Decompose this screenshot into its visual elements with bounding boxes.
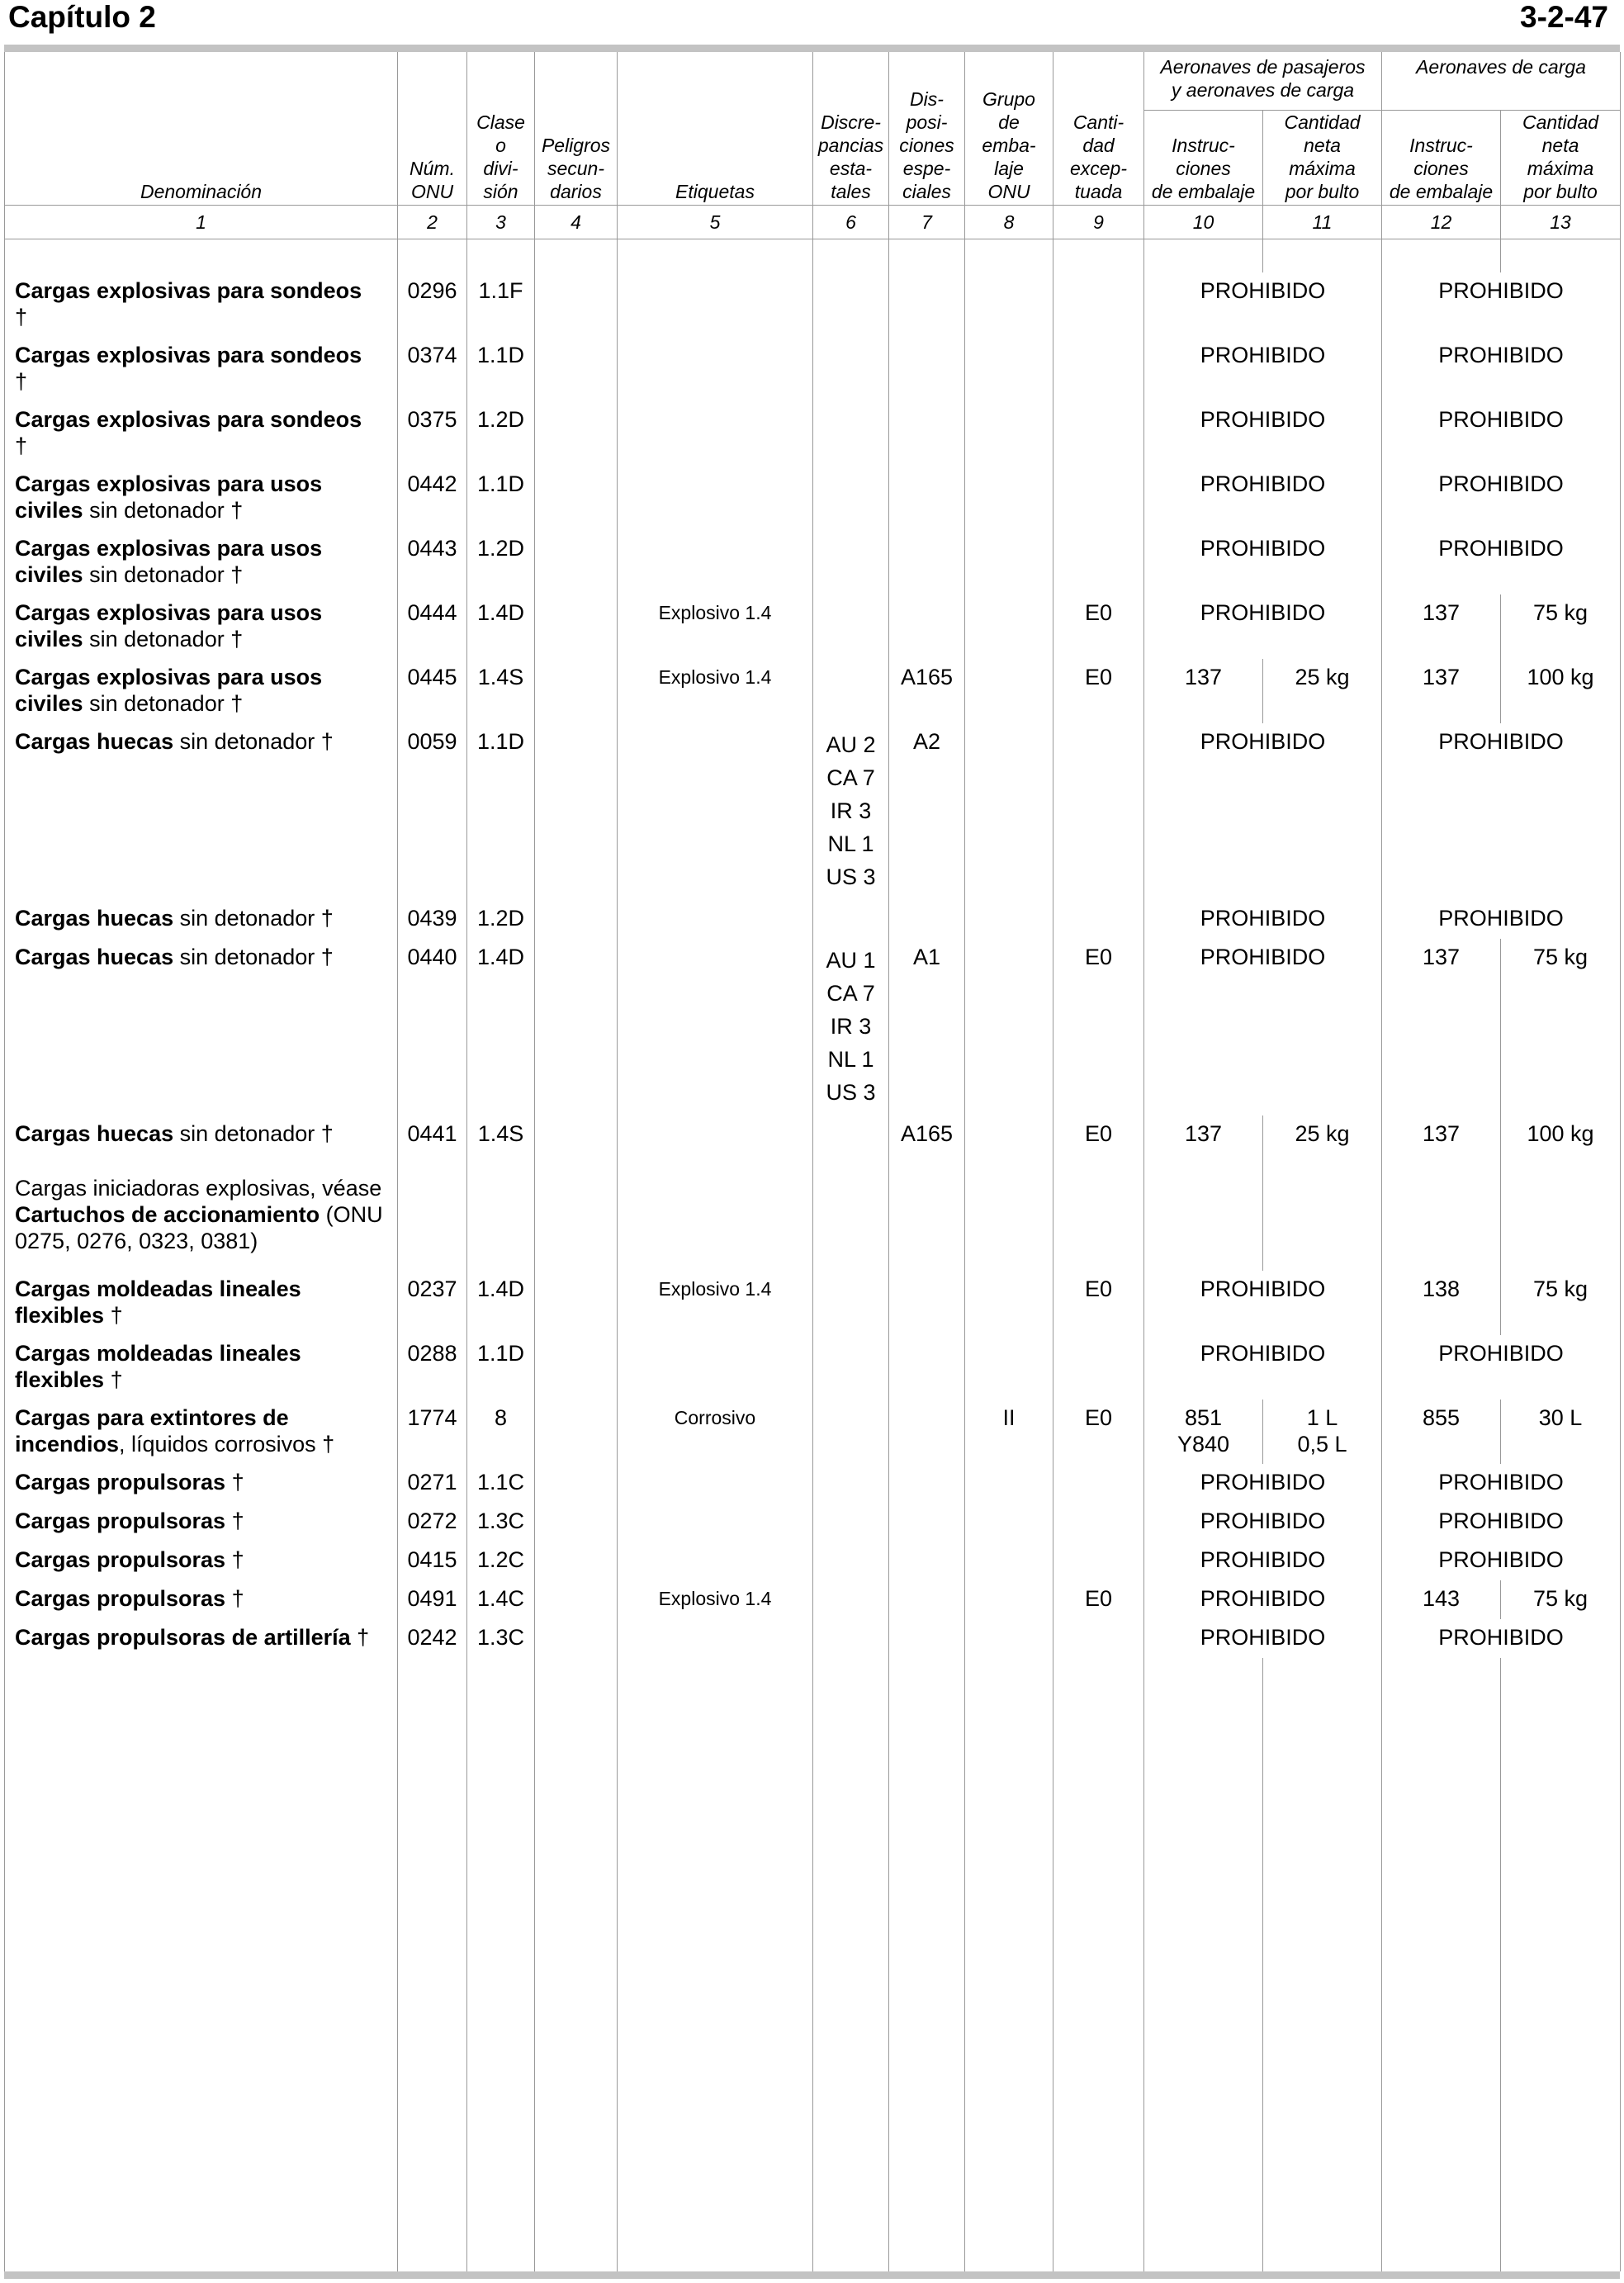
row-pax-prohibited: PROHIBIDO: [1144, 1271, 1382, 1335]
row-class: 1.1C: [467, 1464, 535, 1503]
col-header-denominacion: Denominación: [5, 52, 398, 205]
row-special-provisions: A165: [889, 1115, 965, 1170]
col-header-cantidad-exceptuada: Canti- dad excep- tuada: [1053, 52, 1144, 205]
row-denominacion: Cargas propulsoras †: [5, 1464, 398, 1503]
row-packing-group: [965, 1542, 1053, 1580]
row-state-variations: [813, 1580, 889, 1619]
row-pax-prohibited: PROHIBIDO: [1144, 594, 1382, 659]
row-subsidiary-hazard: [535, 1619, 618, 1658]
dangerous-goods-table: [4, 52, 1621, 2271]
row-special-provisions: [889, 1619, 965, 1658]
row-denominacion: Cargas moldeadas lineales flexibles †: [5, 1335, 398, 1400]
row-pax-prohibited: PROHIBIDO: [1144, 1464, 1382, 1503]
table-row: [5, 401, 1621, 466]
row-excepted-quantity: [1053, 466, 1144, 530]
row-un-number: 0237: [398, 1271, 467, 1335]
row-excepted-quantity: [1053, 1335, 1144, 1400]
row-pax-quantity: 1 L 0,5 L: [1263, 1400, 1382, 1464]
table-row: [5, 272, 1621, 337]
column-number-row: [5, 205, 1621, 239]
row-class: 1.4S: [467, 1115, 535, 1170]
row-un-number: 0271: [398, 1464, 467, 1503]
row-state-variations: [813, 1115, 889, 1170]
column-number: 1: [5, 205, 398, 239]
row-excepted-quantity: [1053, 401, 1144, 466]
row-pax-instruction: [1144, 1170, 1263, 1271]
row-denominacion: Cargas huecas sin detonador †: [5, 939, 398, 1115]
table-row: [5, 337, 1621, 401]
row-denominacion: Cargas propulsoras †: [5, 1542, 398, 1580]
row-label: [618, 1542, 813, 1580]
row-denominacion: Cargas explosivas para usos civiles sin detonador †: [5, 594, 398, 659]
column-number: 6: [813, 205, 889, 239]
row-class: 1.1D: [467, 337, 535, 401]
row-state-variations: [813, 401, 889, 466]
row-excepted-quantity: [1053, 723, 1144, 900]
row-excepted-quantity: E0: [1053, 1115, 1144, 1170]
row-packing-group: [965, 1580, 1053, 1619]
row-class: 8: [467, 1400, 535, 1464]
row-subsidiary-hazard: [535, 1335, 618, 1400]
row-subsidiary-hazard: [535, 401, 618, 466]
row-packing-group: [965, 1464, 1053, 1503]
top-rule: [4, 45, 1620, 52]
row-special-provisions: [889, 1170, 965, 1271]
row-state-variations: [813, 1271, 889, 1335]
row-excepted-quantity: E0: [1053, 1580, 1144, 1619]
row-cao-prohibited: PROHIBIDO: [1382, 272, 1621, 337]
row-state-variations: [813, 1464, 889, 1503]
row-state-variations: AU 1 CA 7 IR 3 NL 1 US 3: [813, 939, 889, 1115]
bottom-rule: [4, 2271, 1620, 2279]
row-cao-quantity: 75 kg: [1501, 1271, 1621, 1335]
row-cao-prohibited: PROHIBIDO: [1382, 1542, 1621, 1580]
row-class: 1.4D: [467, 1271, 535, 1335]
row-excepted-quantity: [1053, 1619, 1144, 1658]
row-denominacion: Cargas huecas sin detonador †: [5, 900, 398, 939]
table-filler: [5, 1658, 1621, 2271]
table-row: [5, 1115, 1621, 1170]
row-un-number: 0059: [398, 723, 467, 900]
row-cao-instruction: 138: [1382, 1271, 1501, 1335]
row-class: 1.1D: [467, 723, 535, 900]
row-excepted-quantity: E0: [1053, 1271, 1144, 1335]
row-label: Explosivo 1.4: [618, 1580, 813, 1619]
row-subsidiary-hazard: [535, 900, 618, 939]
table-row: [5, 1619, 1621, 1658]
row-pax-prohibited: PROHIBIDO: [1144, 401, 1382, 466]
row-excepted-quantity: [1053, 1170, 1144, 1271]
row-class: 1.1D: [467, 1335, 535, 1400]
row-un-number: 0374: [398, 337, 467, 401]
col-header-instrucciones-cao: Instruc- ciones de embalaje: [1382, 110, 1501, 205]
row-cao-prohibited: PROHIBIDO: [1382, 723, 1621, 900]
row-packing-group: [965, 530, 1053, 594]
row-excepted-quantity: E0: [1053, 659, 1144, 723]
table-row: [5, 1335, 1621, 1400]
row-class: 1.4S: [467, 659, 535, 723]
row-excepted-quantity: [1053, 1464, 1144, 1503]
row-special-provisions: [889, 1503, 965, 1542]
row-packing-group: [965, 1271, 1053, 1335]
col-header-discrepancias: Discre- pancias esta- tales: [813, 52, 889, 205]
column-number: 5: [618, 205, 813, 239]
row-subsidiary-hazard: [535, 530, 618, 594]
row-denominacion: Cargas explosivas para usos civiles sin detonador †: [5, 659, 398, 723]
row-label: [618, 1503, 813, 1542]
row-un-number: 1774: [398, 1400, 467, 1464]
row-un-number: 0296: [398, 272, 467, 337]
row-excepted-quantity: [1053, 530, 1144, 594]
row-class: 1.3C: [467, 1619, 535, 1658]
row-label: [618, 1170, 813, 1271]
row-packing-group: [965, 337, 1053, 401]
table-row: [5, 939, 1621, 1115]
row-denominacion: Cargas moldeadas lineales flexibles †: [5, 1271, 398, 1335]
row-pax-instruction: 137: [1144, 1115, 1263, 1170]
row-label: [618, 530, 813, 594]
row-state-variations: [813, 1619, 889, 1658]
row-subsidiary-hazard: [535, 272, 618, 337]
row-cao-instruction: 137: [1382, 659, 1501, 723]
row-subsidiary-hazard: [535, 1542, 618, 1580]
column-number: 8: [965, 205, 1053, 239]
col-header-instrucciones-pax: Instruc- ciones de embalaje: [1144, 110, 1263, 205]
row-cao-quantity: 100 kg: [1501, 1115, 1621, 1170]
row-packing-group: [965, 272, 1053, 337]
table-row: [5, 1503, 1621, 1542]
row-packing-group: [965, 723, 1053, 900]
col-header-clase: Clase o divi- sión: [467, 52, 535, 205]
column-number: 11: [1263, 205, 1382, 239]
column-number: 2: [398, 205, 467, 239]
row-class: 1.3C: [467, 1503, 535, 1542]
row-label: Explosivo 1.4: [618, 594, 813, 659]
row-state-variations: [813, 659, 889, 723]
row-un-number: 0272: [398, 1503, 467, 1542]
row-packing-group: [965, 466, 1053, 530]
row-special-provisions: [889, 1542, 965, 1580]
col-header-cantidad-cao: Cantidad neta máxima por bulto: [1501, 110, 1621, 205]
row-state-variations: [813, 1400, 889, 1464]
row-cao-prohibited: PROHIBIDO: [1382, 1619, 1621, 1658]
col-header-disposiciones: Dis- posi- ciones espe- ciales: [889, 52, 965, 205]
row-special-provisions: [889, 1580, 965, 1619]
row-state-variations: [813, 1503, 889, 1542]
row-un-number: 0440: [398, 939, 467, 1115]
table-row: [5, 1464, 1621, 1503]
row-packing-group: II: [965, 1400, 1053, 1464]
col-header-etiquetas: Etiquetas: [618, 52, 813, 205]
row-excepted-quantity: E0: [1053, 594, 1144, 659]
row-label: Explosivo 1.4: [618, 659, 813, 723]
col-header-peligros: Peligros secun- darios: [535, 52, 618, 205]
row-denominacion: Cargas propulsoras †: [5, 1503, 398, 1542]
row-state-variations: [813, 530, 889, 594]
row-denominacion: Cargas propulsoras †: [5, 1580, 398, 1619]
row-packing-group: [965, 1503, 1053, 1542]
row-label: [618, 1619, 813, 1658]
row-cao-prohibited: PROHIBIDO: [1382, 466, 1621, 530]
row-denominacion: Cargas explosivas para usos civiles sin detonador †: [5, 466, 398, 530]
row-cao-prohibited: PROHIBIDO: [1382, 900, 1621, 939]
row-excepted-quantity: [1053, 272, 1144, 337]
row-special-provisions: [889, 530, 965, 594]
row-state-variations: [813, 594, 889, 659]
row-special-provisions: A1: [889, 939, 965, 1115]
row-special-provisions: [889, 1464, 965, 1503]
row-pax-instruction: 851 Y840: [1144, 1400, 1263, 1464]
row-un-number: 0491: [398, 1580, 467, 1619]
row-pax-prohibited: PROHIBIDO: [1144, 1619, 1382, 1658]
row-un-number: 0439: [398, 900, 467, 939]
row-packing-group: [965, 401, 1053, 466]
col-group-carga: Aeronaves de carga: [1382, 52, 1621, 110]
row-subsidiary-hazard: [535, 659, 618, 723]
row-special-provisions: [889, 1400, 965, 1464]
row-packing-group: [965, 1115, 1053, 1170]
row-denominacion: Cargas huecas sin detonador †: [5, 1115, 398, 1170]
column-number: 9: [1053, 205, 1144, 239]
column-number: 13: [1501, 205, 1621, 239]
row-label: [618, 1115, 813, 1170]
row-pax-prohibited: PROHIBIDO: [1144, 900, 1382, 939]
row-subsidiary-hazard: [535, 1400, 618, 1464]
row-subsidiary-hazard: [535, 594, 618, 659]
row-state-variations: [813, 1542, 889, 1580]
row-subsidiary-hazard: [535, 939, 618, 1115]
row-subsidiary-hazard: [535, 337, 618, 401]
row-un-number: 0442: [398, 466, 467, 530]
row-denominacion: Cargas propulsoras de artillería †: [5, 1619, 398, 1658]
row-class: 1.1D: [467, 466, 535, 530]
row-subsidiary-hazard: [535, 1503, 618, 1542]
row-pax-prohibited: PROHIBIDO: [1144, 1335, 1382, 1400]
row-packing-group: [965, 939, 1053, 1115]
row-special-provisions: A2: [889, 723, 965, 900]
row-pax-prohibited: PROHIBIDO: [1144, 272, 1382, 337]
row-special-provisions: [889, 1271, 965, 1335]
row-label: [618, 900, 813, 939]
row-special-provisions: [889, 272, 965, 337]
row-denominacion: Cargas explosivas para sondeos †: [5, 337, 398, 401]
row-special-provisions: [889, 466, 965, 530]
table-row: [5, 466, 1621, 530]
row-excepted-quantity: E0: [1053, 939, 1144, 1115]
row-label: [618, 1464, 813, 1503]
row-un-number: 0288: [398, 1335, 467, 1400]
row-packing-group: [965, 594, 1053, 659]
row-un-number: 0415: [398, 1542, 467, 1580]
column-number: 10: [1144, 205, 1263, 239]
row-cao-prohibited: PROHIBIDO: [1382, 1335, 1621, 1400]
row-pax-prohibited: PROHIBIDO: [1144, 1542, 1382, 1580]
row-denominacion: Cargas explosivas para usos civiles sin detonador †: [5, 530, 398, 594]
chapter-title: Capítulo 2: [8, 0, 156, 34]
row-pax-instruction: 137: [1144, 659, 1263, 723]
row-pax-quantity: 25 kg: [1263, 659, 1382, 723]
row-excepted-quantity: E0: [1053, 1400, 1144, 1464]
row-label: [618, 1335, 813, 1400]
col-group-pasajeros: Aeronaves de pasajeros y aeronaves de carga: [1144, 52, 1382, 110]
row-pax-prohibited: PROHIBIDO: [1144, 939, 1382, 1115]
table-row: [5, 530, 1621, 594]
col-header-num-onu: Núm. ONU: [398, 52, 467, 205]
row-subsidiary-hazard: [535, 1464, 618, 1503]
row-denominacion: Cargas explosivas para sondeos †: [5, 401, 398, 466]
row-cao-quantity: 100 kg: [1501, 659, 1621, 723]
row-pax-prohibited: PROHIBIDO: [1144, 723, 1382, 900]
row-un-number: 0444: [398, 594, 467, 659]
row-cao-quantity: 75 kg: [1501, 594, 1621, 659]
row-state-variations: [813, 1170, 889, 1271]
row-cao-quantity: 75 kg: [1501, 939, 1621, 1115]
row-denominacion: Cargas explosivas para sondeos †: [5, 272, 398, 337]
row-cao-instruction: [1382, 1170, 1501, 1271]
row-cao-prohibited: PROHIBIDO: [1382, 337, 1621, 401]
table-row: [5, 1542, 1621, 1580]
row-un-number: 0441: [398, 1115, 467, 1170]
row-pax-prohibited: PROHIBIDO: [1144, 1580, 1382, 1619]
row-cao-quantity: [1501, 1170, 1621, 1271]
row-cao-prohibited: PROHIBIDO: [1382, 1464, 1621, 1503]
table-row: [5, 900, 1621, 939]
row-special-provisions: [889, 337, 965, 401]
row-cao-prohibited: PROHIBIDO: [1382, 1503, 1621, 1542]
row-state-variations: [813, 337, 889, 401]
column-number: 3: [467, 205, 535, 239]
row-un-number: 0443: [398, 530, 467, 594]
row-special-provisions: [889, 900, 965, 939]
row-class: 1.4D: [467, 939, 535, 1115]
row-pax-quantity: 25 kg: [1263, 1115, 1382, 1170]
row-state-variations: [813, 272, 889, 337]
column-number: 7: [889, 205, 965, 239]
row-label: [618, 939, 813, 1115]
row-cao-quantity: 30 L: [1501, 1400, 1621, 1464]
row-cao-prohibited: PROHIBIDO: [1382, 530, 1621, 594]
row-excepted-quantity: [1053, 337, 1144, 401]
row-special-provisions: [889, 401, 965, 466]
row-special-provisions: [889, 594, 965, 659]
table-row: [5, 659, 1621, 723]
row-un-number: 0242: [398, 1619, 467, 1658]
row-special-provisions: [889, 1335, 965, 1400]
row-packing-group: [965, 659, 1053, 723]
row-cao-quantity: 75 kg: [1501, 1580, 1621, 1619]
row-excepted-quantity: [1053, 1542, 1144, 1580]
row-denominacion: Cargas huecas sin detonador †: [5, 723, 398, 900]
row-cao-instruction: 855: [1382, 1400, 1501, 1464]
table-row: [5, 594, 1621, 659]
row-label: [618, 466, 813, 530]
row-state-variations: [813, 900, 889, 939]
table-row: [5, 1580, 1621, 1619]
row-subsidiary-hazard: [535, 723, 618, 900]
row-subsidiary-hazard: [535, 1115, 618, 1170]
row-packing-group: [965, 1335, 1053, 1400]
row-class: 1.2D: [467, 530, 535, 594]
row-pax-prohibited: PROHIBIDO: [1144, 337, 1382, 401]
row-state-variations: [813, 1335, 889, 1400]
page-header: [8, 0, 1617, 36]
page-number: 3-2-47: [1520, 0, 1608, 34]
row-cao-instruction: 137: [1382, 939, 1501, 1115]
row-pax-quantity: [1263, 1170, 1382, 1271]
row-subsidiary-hazard: [535, 1580, 618, 1619]
row-cao-instruction: 143: [1382, 1580, 1501, 1619]
row-packing-group: [965, 1170, 1053, 1271]
row-class: 1.1F: [467, 272, 535, 337]
table-row: [5, 723, 1621, 900]
row-state-variations: [813, 466, 889, 530]
row-class: 1.2C: [467, 1542, 535, 1580]
row-denominacion: Cargas para extintores de incendios, líquidos corrosivos †: [5, 1400, 398, 1464]
table-row: [5, 1170, 1621, 1271]
row-class: 1.2D: [467, 900, 535, 939]
row-class: 1.2D: [467, 401, 535, 466]
row-subsidiary-hazard: [535, 1271, 618, 1335]
row-label: [618, 272, 813, 337]
row-state-variations: AU 2 CA 7 IR 3 NL 1 US 3: [813, 723, 889, 900]
row-cao-instruction: 137: [1382, 1115, 1501, 1170]
row-pax-prohibited: PROHIBIDO: [1144, 530, 1382, 594]
row-label: Explosivo 1.4: [618, 1271, 813, 1335]
row-label: [618, 337, 813, 401]
col-header-grupo-embalaje: Grupo de emba- laje ONU: [965, 52, 1053, 205]
row-denominacion: Cargas iniciadoras explosivas, véase Cartuchos de accionamiento (ONU 0275, 0276, 0323, 0381): [5, 1170, 398, 1271]
row-packing-group: [965, 1619, 1053, 1658]
row-packing-group: [965, 900, 1053, 939]
row-subsidiary-hazard: [535, 1170, 618, 1271]
row-class: 1.4C: [467, 1580, 535, 1619]
row-excepted-quantity: [1053, 900, 1144, 939]
row-cao-prohibited: PROHIBIDO: [1382, 401, 1621, 466]
row-class: [467, 1170, 535, 1271]
col-header-cantidad-pax: Cantidad neta máxima por bulto: [1263, 110, 1382, 205]
row-cao-instruction: 137: [1382, 594, 1501, 659]
row-label: [618, 723, 813, 900]
row-un-number: [398, 1170, 467, 1271]
table-row: [5, 1271, 1621, 1335]
row-class: 1.4D: [467, 594, 535, 659]
row-pax-prohibited: PROHIBIDO: [1144, 1503, 1382, 1542]
row-subsidiary-hazard: [535, 466, 618, 530]
row-un-number: 0445: [398, 659, 467, 723]
column-number: 12: [1382, 205, 1501, 239]
row-special-provisions: A165: [889, 659, 965, 723]
row-label: Corrosivo: [618, 1400, 813, 1464]
row-label: [618, 401, 813, 466]
row-pax-prohibited: PROHIBIDO: [1144, 466, 1382, 530]
column-number: 4: [535, 205, 618, 239]
table-row: [5, 1400, 1621, 1464]
row-un-number: 0375: [398, 401, 467, 466]
row-excepted-quantity: [1053, 1503, 1144, 1542]
